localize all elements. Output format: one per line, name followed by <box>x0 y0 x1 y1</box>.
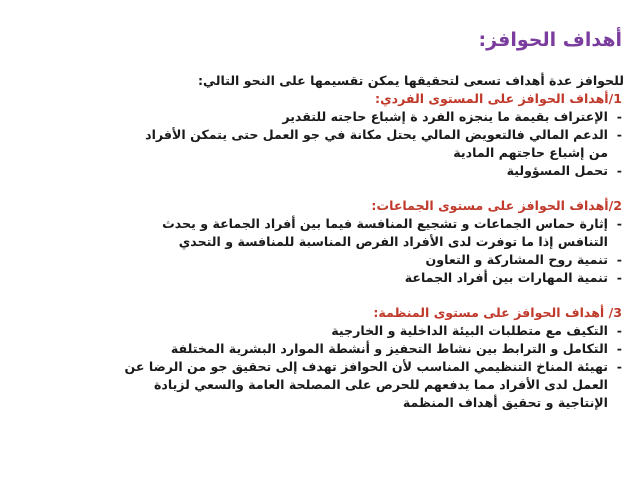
bullet-continuation: العمل لدى الأفراد مما يدفعهم للحرص على المصلحة العامة والسعي لزيادة <box>153 377 608 392</box>
bullet-text: تهيئة المناخ التنظيمي المناسب لأن الحوافز تهدف إلى تحقيق جو من الرضا عن <box>124 359 608 374</box>
bullet-dash: - <box>616 323 622 338</box>
bullet-text: تنمية المهارات بين أفراد الجماعة <box>404 270 608 285</box>
bullet-dash: - <box>616 109 622 124</box>
bullet-text: إثارة حماس الجماعات و تشجيع المنافسة فيما بين أفراد الجماعة و يحدث <box>162 216 608 231</box>
bullet-item <box>8 215 624 233</box>
bullet-item <box>8 322 624 340</box>
bullet-text: تنمية روح المشاركة و التعاون <box>425 252 608 267</box>
section-spacer <box>8 180 624 197</box>
slide-title: أهداف الحوافز: <box>478 29 622 51</box>
bullet-item <box>8 126 624 144</box>
bullet-item <box>8 340 624 358</box>
bullet-continuation: من إشباع حاجتهم المادية <box>453 145 608 160</box>
bullet-dash: - <box>616 341 622 356</box>
bullet-dash: - <box>616 163 622 178</box>
intro-text: للحوافز عدة أهداف تسعى لتحقيقها يمكن تقسيمها على النحو التالي: <box>197 73 624 88</box>
bullet-text: الدعم المالي فالتعويض المالي يحتل مكانة في جو العمل حتى يتمكن الأفراد <box>145 127 608 142</box>
section-heading: 2/أهداف الحوافز على مستوى الجماعات: <box>371 198 622 213</box>
bullet-text: الإعتراف بقيمة ما ينجزه الفرد ة إشباع حاجته للتقدير <box>282 109 608 124</box>
bullet-dash: - <box>616 270 622 285</box>
bullet-item <box>8 358 624 376</box>
bullet-continuation: التنافس إذا ما توفرت لدى الأفراد الفرص المناسبة للمنافسة و التحدي <box>178 234 608 249</box>
bullet-item <box>8 269 624 287</box>
bullet-text: تحمل المسؤولية <box>506 163 608 178</box>
bullet-continuation: الإنتاجية و تحقيق أهداف المنظمة <box>402 395 608 410</box>
bullet-item <box>8 108 624 126</box>
section-spacer <box>8 287 624 304</box>
bullet-item <box>8 251 624 269</box>
bullet-dash: - <box>616 252 622 267</box>
bullet-item <box>8 162 624 180</box>
section-heading: 1/أهداف الحوافز على المستوى الفردي: <box>375 91 622 106</box>
slide-body <box>8 72 624 412</box>
bullet-text: التكامل و الترابط بين نشاط التحفيز و أنشطة الموارد البشرية المختلفة <box>170 341 608 356</box>
bullet-dash: - <box>616 216 622 231</box>
section-heading: 3/ أهداف الحوافز على مستوى المنظمة: <box>373 305 622 320</box>
bullet-dash: - <box>616 127 622 142</box>
bullet-dash: - <box>616 359 622 374</box>
bullet-text: التكيف مع متطلبات البيئة الداخلية و الخارجية <box>331 323 608 338</box>
